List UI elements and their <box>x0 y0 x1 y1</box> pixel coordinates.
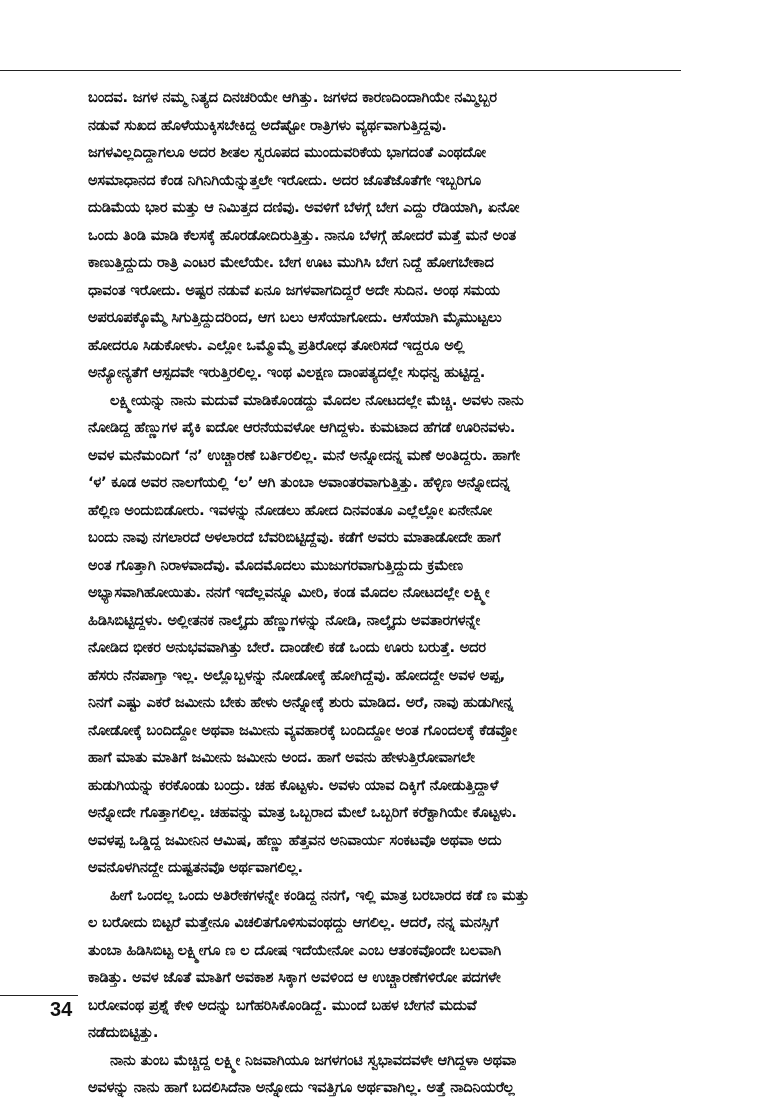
text-line: ಅವಳಪ್ಪ ಒಡ್ಡಿದ್ದ ಜಮೀನಿನ ಆಮಿಷ, ಹೆಣ್ಣು ಹೆತ್ತವನ ಅನಿವಾರ್ಯ ಸಂಕಟವೊ ಅಥವಾ ಅದು <box>88 831 502 849</box>
text-line: ‘ಳ’ ಕೂಡ ಅವರ ನಾಲಗೆಯಲ್ಲಿ ‘ಲ’ ಆಗಿ ತುಂಬಾ ಅವಾಂತರವಾಗುತ್ತಿತ್ತು. ಹೆಳ್ಳಿಣ ಅನ್ನೋದನ್ನ <box>88 474 510 491</box>
text-line: ಅವಳನ್ನು ನಾನು ಹಾಗೆ ಬದಲಿಸಿದೆನಾ ಅನ್ನೋದು ಇವತ್ತಿಗೂ ಅರ್ಥವಾಗಿಲ್ಲ. ಅತ್ತೆ ನಾದಿನಿಯರೆಲ್ಲ <box>88 1079 515 1096</box>
text-line: ಕಾಣುತ್ತಿದ್ದುದು ರಾತ್ರಿ ಎಂಟರ ಮೇಲೆಯೇ. ಬೇಗ ಊಟ ಮುಗಿಸಿ ಬೇಗ ನಿದ್ದೆ ಹೋಗಬೇಕಾದ <box>88 254 494 271</box>
text-line: ಅಸಮಾಧಾನದ ಕೆಂಡ ನಿಗಿನಿಗಿಯೆನ್ನುತ್ತಲೇ ಇರೋದು. ಅದರ ಜೊತೆಜೊತೆಗೇ ಇಬ್ಬರಿಗೂ <box>88 171 482 189</box>
text-line: ಅವಳ ಮನೆಮಂದಿಗೆ ‘ನ’ ಉಚ್ಚಾರಣೆ ಬರ್ತಿರಲಿಲ್ಲ. ಮನೆ ಅನ್ನೋದನ್ನ ಮಣೆ ಅಂತಿದ್ದರು. ಹಾಗೇ <box>88 446 520 464</box>
text-line: ಒಂದು ತಿಂಡಿ ಮಾಡಿ ಕೆಲಸಕ್ಕೆ ಹೊರಡೋದಿರುತ್ತಿತ್ತು. ನಾನೂ ಬೆಳಗ್ಗೆ ಹೋದರೆ ಮತ್ತೆ ಮನೆ ಅಂತ <box>88 226 517 244</box>
text-line: ಅವನೊಳಗಿನದ್ದೇ ದುಷ್ಟತನವೊ ಅರ್ಥವಾಗಲಿಲ್ಲ. <box>88 859 303 876</box>
text-line: ನೋಡಿದ ಭೀಕರ ಅನುಭವವಾಗಿತ್ತು ಬೇರೆ. ದಾಂಡೇಲಿ ಕಡೆ ಒಂದು ಊರು ಬರುತ್ತೆ. ಅದರ <box>88 639 486 656</box>
text-line: ನಿನಗೆ ಎಷ್ಟು ಎಕರೆ ಜಮೀನು ಬೇಕು ಹೇಳು ಅನ್ನೋಕ್ಕೆ ಶುರು ಮಾಡಿದ. ಅರೆ, ನಾವು ಹುಡುಗೀನ್ನ <box>88 694 514 711</box>
text-line: ಹೆಲ್ಲಿಣ ಅಂದುಬಿಡೋರು. ಇವಳನ್ನು ನೋಡಲು ಹೋದ ದಿನವಂತೂ ಎಲ್ಲೆಲ್ಲೋ ಏನೇನೋ <box>88 501 493 519</box>
page-number: 34 <box>50 999 73 1021</box>
text-line: ಬರೋವಂಥ ಪ್ರಶ್ನೆ ಕೇಳಿ ಅದನ್ನು ಬಗೆಹರಿಸಿಕೊಂಡಿದ್ದೆ. ಮುಂದೆ ಬಹಳ ಬೇಗನೆ ಮದುವೆ <box>88 996 477 1014</box>
text-line: ನಡೆದುಬಿಟ್ಟಿತ್ತು. <box>88 1024 159 1041</box>
text-line: ಅನ್ನೋದೇ ಗೊತ್ತಾಗಲಿಲ್ಲ. ಚಹವನ್ನು ಮಾತ್ರ ಒಬ್ಬರಾದ ಮೇಲೆ ಒಬ್ಬರಿಗೆ ಕರೆಕ್ಟಾಗಿಯೇ ಕೊಟ್ಟಳು. <box>88 804 517 821</box>
text-line: ಅಭ್ಯಾಸವಾಗಿಹೋಯಿತು. ನನಗೆ ಇದೆಲ್ಲವನ್ನೂ ಮೀರಿ, ಕಂಡ ಮೊದಲ ನೋಟದಲ್ಲೇ ಲಕ್ಷ್ಮೀ <box>88 584 490 601</box>
text-line: ಬಂದು ನಾವು ನಗಲಾರದೆ ಅಳಲಾರದೆ ಬೆವರಿಬಿಟ್ಟಿದ್ದೆವು. ಕಡೆಗೆ ಅವರು ಮಾತಾಡೋದೇ ಹಾಗೆ <box>88 529 501 546</box>
text-line: ಜಗಳವಿಲ್ಲದಿದ್ದಾಗಲೂ ಅದರ ಶೀತಲ ಸ್ವರೂಪದ ಮುಂದುವರಿಕೆಯ ಭಾಗದಂತೆ ಎಂಥದೋ <box>88 144 486 161</box>
text-line: ನೋಡಿದ್ದ ಹೆಣ್ಣುಗಳ ಪೈಕಿ ಐದೋ ಆರನೆಯವಳೋ ಆಗಿದ್ದಳು. ಕುಮಟಾದ ಹೆಗಡೆ ಊರಿನವಳು. <box>88 419 516 436</box>
text-line: ಹೆಸರು ನೆನಪಾಗ್ತಾ ಇಲ್ಲ. ಅಲ್ಲೊಬ್ಬಳನ್ನು ನೋಡೋಕ್ಕೆ ಹೋಗಿದ್ದೆವು. ಹೋದದ್ದೇ ಅವಳ ಅಪ್ಪ, <box>88 666 506 684</box>
text-line: ಕಾಡಿತ್ತು. ಅವಳ ಜೊತೆ ಮಾತಿಗೆ ಅವಕಾಶ ಸಿಕ್ಕಾಗ ಅವಳಿಂದ ಆ ಉಚ್ಚಾರಣೆಗಳಿರೋ ಪದಗಳೇ <box>88 969 501 986</box>
text-line: ಹಿಡಿಸಿಬಿಟ್ಟಿದ್ದಳು. ಅಲ್ಲೀತನಕ ನಾಲ್ಕೈದು ಹೆಣ್ಣುಗಳನ್ನು ನೋಡಿ, ನಾಲ್ಕೈದು ಅವತಾರಗಳನ್ನೇ <box>88 611 481 629</box>
text-line: ಬಂದವ. ಜಗಳ ನಮ್ಮ ನಿತ್ಯದ ದಿನಚರಿಯೇ ಆಗಿತ್ತು. ಜಗಳದ ಕಾರಣದಿಂದಾಗಿಯೇ ನಮ್ಮಿಬ್ಬರ <box>88 89 497 106</box>
page-body-text <box>88 84 681 1102</box>
text-line: ನಡುವೆ ಸುಖದ ಹೊಳೆಯುಕ್ಕಿಸಬೇಕಿದ್ದ ಅದೆಷ್ಟೋ ರಾತ್ರಿಗಳು ವ್ಯರ್ಥವಾಗುತ್ತಿದ್ದವು. <box>88 116 447 134</box>
text-line: ಧಾವಂತ ಇರೋದು. ಅಷ್ಟರ ನಡುವೆ ಏನೂ ಜಗಳವಾಗದಿದ್ದರೆ ಅದೇ ಸುದಿನ. ಅಂಥ ಸಮಯ <box>88 281 500 299</box>
text-line: ಅನ್ಯೋನ್ಯತೆಗೆ ಆಸ್ಪದವೇ ಇರುತ್ತಿರಲಿಲ್ಲ. ಇಂಥ ವಿಲಕ್ಷಣ ದಾಂಪತ್ಯದಲ್ಲೇ ಸುಧನ್ವ ಹುಟ್ಟಿದ್ದ. <box>88 364 486 381</box>
text-line: ತುಂಬಾ ಹಿಡಿಸಿಬಿಟ್ಟ ಲಕ್ಷ್ಮೀಗೂ ಣ ಲ ದೋಷ ಇದೆಯೇನೋ ಎಂಬ ಆತಂಕವೊಂದೇ ಬಲವಾಗಿ <box>88 941 502 959</box>
text-line: ಹೋದರೂ ಸಿಡುಕೋಳು. ಎಲ್ಲೋ ಒಮ್ಮೊಮ್ಮೆ ಪ್ರತಿರೋಧ ತೋರಿಸದೆ ಇದ್ದರೂ ಅಲ್ಲಿ <box>88 336 465 354</box>
text-line: ಲ ಬರೋದು ಬಿಟ್ಟರೆ ಮತ್ತೇನೂ ವಿಚಲಿತಗೊಳಿಸುವಂಥದ್ದು ಆಗಲಿಲ್ಲ. ಆದರೆ, ನನ್ನ ಮನಸ್ಸಿಗೆ <box>88 914 499 931</box>
footer-rule <box>0 995 78 996</box>
text-line: ಅಪರೂಪಕ್ಕೊಮ್ಮೆ ಸಿಗುತ್ತಿದ್ದುದರಿಂದ, ಆಗ ಬಲು ಆಸೆಯಾಗೋದು. ಆಸೆಯಾಗಿ ಮೈಮುಟ್ಟಲು <box>88 309 502 326</box>
text-line: ನೋಡೋಕ್ಕೆ ಬಂದಿದ್ದೋ ಅಥವಾ ಜಮೀನು ವ್ಯವಹಾರಕ್ಕೆ ಬಂದಿದ್ದೋ ಅಂತ ಗೊಂದಲಕ್ಕೆ ಕೆಡವ್ತೋ <box>88 721 517 739</box>
top-rule <box>0 70 681 71</box>
text-line: ದುಡಿಮೆಯ ಭಾರ ಮತ್ತು ಆ ನಿಮಿತ್ತದ ದಣಿವು. ಅವಳಿಗೆ ಬೆಳಗ್ಗೆ ಬೇಗ ಎದ್ದು ರೆಡಿಯಾಗಿ, ಏನೋ <box>88 199 520 216</box>
text-line: ಹುಡುಗಿಯನ್ನು ಕರಕೊಂಡು ಬಂದ್ರು. ಚಹ ಕೊಟ್ಟಳು. ಅವಳು ಯಾವ ದಿಕ್ಕಿಗೆ ನೋಡುತ್ತಿದ್ದಾಳೆ <box>88 776 499 794</box>
paragraph-start-line: ಹೀಗೆ ಒಂದಲ್ಲ ಒಂದು ಅತಿರೇಕಗಳನ್ನೇ ಕಂಡಿದ್ದ ನನಗೆ, ಇಲ್ಲಿ ಮಾತ್ರ ಬರಬಾರದ ಕಡೆ ಣ ಮತ್ತು <box>110 886 530 904</box>
paragraph-start-line: ನಾನು ತುಂಬ ಮೆಚ್ಚಿದ್ದ ಲಕ್ಷ್ಮೀ ನಿಜವಾಗಿಯೂ ಜಗಳಗಂಟಿ ಸ್ವಭಾವದವಳೇ ಆಗಿದ್ದಳಾ ಅಥವಾ <box>110 1051 517 1069</box>
text-line: ಅಂತ ಗೊತ್ತಾಗಿ ನಿರಾಳವಾದೆವು. ಮೊದಮೊದಲು ಮುಜುಗರವಾಗುತ್ತಿದ್ದುದು ಕ್ರಮೇಣ <box>88 556 463 574</box>
text-line: ಹಾಗೆ ಮಾತು ಮಾತಿಗೆ ಜಮೀನು ಜಮೀನು ಅಂದ. ಹಾಗೆ ಅವನು ಹೇಳುತ್ತಿರೋವಾಗಲೇ <box>88 749 475 766</box>
paragraph-start-line: ಲಕ್ಷ್ಮೀಯನ್ನು ನಾನು ಮದುವೆ ಮಾಡಿಕೊಂಡದ್ದು ಮೊದಲ ನೋಟದಲ್ಲೇ ಮೆಚ್ಚಿ. ಅವಳು ನಾನು <box>110 391 524 409</box>
